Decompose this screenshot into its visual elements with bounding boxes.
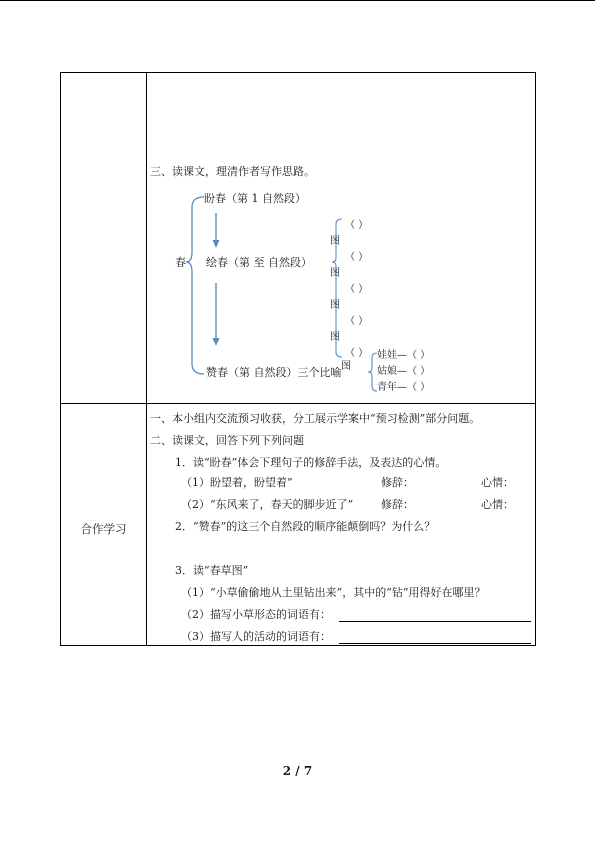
- metaphor-brace: [368, 353, 377, 391]
- task-read-answer: 二、读课文，回答下列下列问题: [150, 434, 304, 447]
- question-1-item-1: （1）盼望着，盼望着”: [181, 476, 293, 489]
- arrow-head-1: [213, 240, 220, 248]
- arrow-head-2: [213, 338, 220, 346]
- question-3-item-1: （1）“小草偷偷地从土里钻出来”，其中的“钻”用得好在哪里？: [181, 586, 486, 599]
- page-number: 2 / 7: [282, 764, 313, 778]
- question-3-item-3: （3）描写人的活动的词语有：: [181, 630, 331, 643]
- question-2: 2．“赞春”的这三个自然段的顺序能颠倒吗？为什么？: [175, 520, 436, 533]
- picture-blank-4: （ ）: [345, 316, 369, 327]
- node-painting-spring: 绘春（第 至 自然段）: [206, 256, 312, 269]
- picture-blank-3: （ ）: [345, 284, 369, 295]
- question-1: 1．读“盼春”体会下理句子的修辞手法，及表达的心情。: [175, 456, 447, 469]
- question-1-item-1-rhetoric: 修辞：: [381, 476, 414, 489]
- question-3: 3．读“春草图”: [175, 564, 249, 577]
- picture-char-5: 图: [341, 361, 351, 372]
- picture-char-4: 图: [330, 332, 340, 343]
- question-3-item-2: （2）描写小草形态的词语有：: [181, 608, 331, 621]
- picture-blank-1: （ ）: [345, 220, 369, 231]
- answer-line-grass-words: [339, 621, 531, 622]
- picture-char-1: 图: [330, 236, 340, 247]
- section-heading-reading-structure: 三、读课文，理清作者写作思路。: [150, 165, 315, 178]
- root-node-spring: 春: [175, 256, 186, 269]
- question-1-item-1-mood: 心情：: [481, 476, 514, 489]
- picture-blank-2: （ ）: [345, 252, 369, 263]
- node-praising-spring: 赞春（第 自然段）三个比喻: [206, 366, 342, 379]
- metaphor-doll: 娃娃—（ ）: [377, 350, 431, 361]
- row-label-cooperative-learning: 合作学习: [80, 522, 127, 536]
- question-1-item-2: （2）“东风来了，春天的脚步近了”: [181, 498, 354, 511]
- picture-blank-5: （ ）: [345, 348, 369, 359]
- picture-char-3: 图: [330, 300, 340, 311]
- main-brace: [186, 197, 204, 374]
- task-group-share: 一、本小组内交流预习收获，分工展示学案中“预习检测”部分问题。: [150, 412, 481, 425]
- metaphor-girl: 姑娘—（ ）: [377, 366, 431, 377]
- metaphor-youth: 青年—（ ）: [377, 382, 431, 393]
- picture-char-2: 图: [330, 268, 340, 279]
- answer-line-people-words: [339, 643, 531, 644]
- node-longing-for-spring: 盼春（第 1 自然段）: [204, 192, 306, 205]
- question-1-item-2-rhetoric: 修辞：: [381, 498, 414, 511]
- question-1-item-2-mood: 心情：: [481, 498, 514, 511]
